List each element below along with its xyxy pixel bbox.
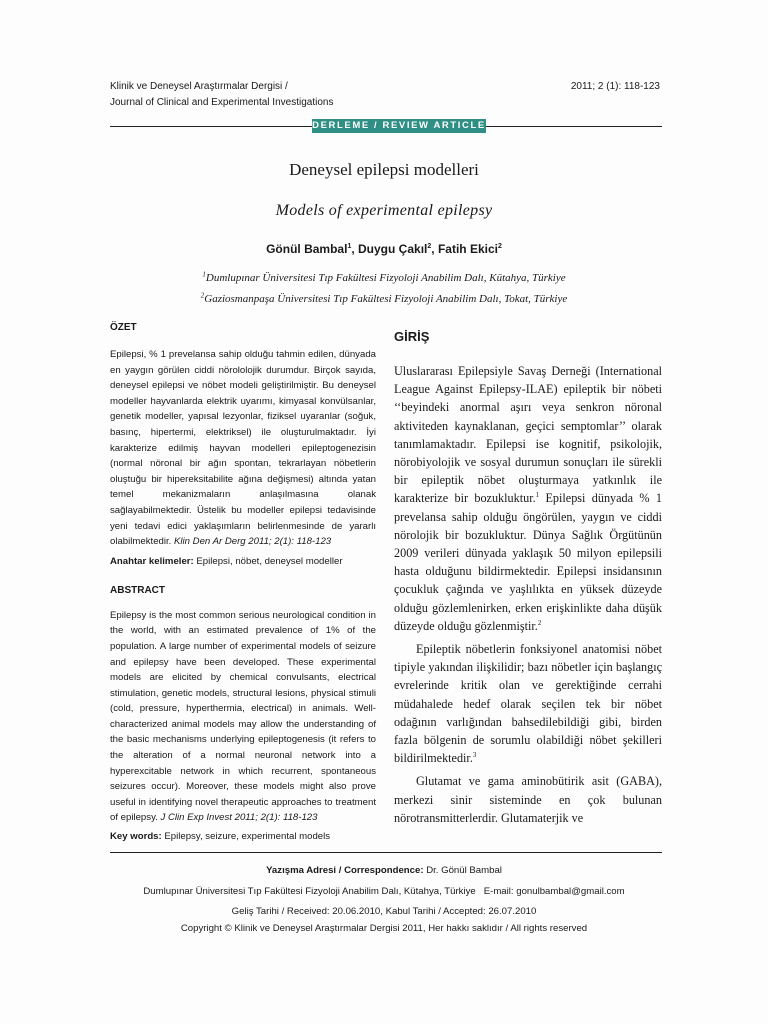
dates-line: Geliş Tarihi / Received: 20.06.2010, Kabul Tarihi / Accepted: 26.07.2010 (231, 906, 537, 917)
correspondence-line (0, 865, 768, 876)
abstract-citation: J Clin Exp Invest 2011; 2(1): 118-123 (160, 812, 318, 824)
affiliation-sup: 1 (202, 270, 206, 279)
copyright-line: Copyright © Klinik ve Deneysel Araştırmalar Dergisi 2011, Her hakkı saklıdır / All rights reserved (180, 923, 588, 934)
author-sup: 2 (427, 243, 432, 250)
reference-sup: 2 (537, 618, 542, 627)
journal-title-tr: Klinik ve Deneysel Araştırmalar Dergisi / (110, 81, 288, 92)
address-text: Dumlupınar Üniversitesi Tıp Fakültesi Fizyoloji Anabilim Dalı, Kütahya, Türkiye (143, 886, 476, 897)
email-text: E-mail: gonulbambal@gmail.com (483, 886, 625, 897)
affiliation-2 (0, 293, 768, 305)
ozet-body (110, 347, 376, 550)
giris-paragraph-2 (394, 640, 662, 767)
abstract-column (110, 322, 376, 844)
volume-info: 2011; 2 (1): 118-123 (570, 81, 660, 92)
header-rule-left (110, 126, 312, 127)
paragraph-text: Epilepsi dünyada % 1 prevelansa sahip olduğu öngörülen, yaygın ve ciddi nörolojik bir bozukluktur. Dünya Sağlık Örgütünün 2009 verileri dünyada yaklaşık 50 milyon epilepsili hasta olduğunu bildirmektedir. Epilepsi insidansının çocukluk çağında ve yaşlılıkta en yüksek düzeyde olduğu gözlemlenirken, erken erişkinlikte daha düşük düzeyde olduğu gözlenmiştir. (394, 491, 662, 633)
abstract-keywords (110, 829, 376, 844)
article-title-en: Models of experimental epilepsy (275, 202, 493, 219)
ozet-keywords (110, 554, 376, 569)
article-title-tr: Deneysel epilepsi modelleri (289, 160, 479, 179)
ozet-text: Epilepsi, % 1 prevelansa sahip olduğu tahmin edilen, dünyada en yaygın görülen ciddi nörololojik durumdur. Birçok sayıda, deneysel epilepsi ve nöbet modeli geliştirilmiştir. Bu deneysel modeller hayvanlarda elektrik uyarımı, kimyasal konvülsanlar, genetik modeller, yapısal lezyonlar, fiziksel uyaranlar (soğuk, basınç, hipertermi, elektriksel) ile oluşturulmaktadır. İyi karakterize edilmiş hayvan modelleri epileptogenezisin (normal nöronal bir ağın spontan, tekrarlayan nöbetlerin oluştuğu bir hipereksitabilite ağına değişmesi) altında yatan temel mekanizmaların anlaşılmasına olanak sağlayabilmektedir. Üstelik bu modeller epilepsi tedavisinde yeni tedavi edici yaklaşımların belirlenmesinde de yararlı olabilmektedir. (110, 349, 376, 548)
author-sup: 1 (347, 243, 352, 250)
author-name: Gönül Bambal (266, 242, 348, 256)
affiliation-sup: 2 (200, 291, 205, 300)
reference-sup: 1 (535, 491, 540, 500)
affiliation-text: Gaziosmanpaşa Üniversitesi Tıp Fakültesi Fizyoloji Anabilim Dalı, Tokat, Türkiye (204, 293, 568, 305)
ozet-keywords-text: Epilepsi, nöbet, deneysel modeller (196, 555, 343, 567)
reference-sup: 3 (472, 751, 477, 760)
giris-heading: GİRİŞ (394, 329, 430, 344)
paragraph-text: Epileptik nöbetlerin fonksiyonel anatomisi nöbet tipiyle yakından ilişkilidir; bazı nöbetler için başlangıç evrelerinde kritik olan ve gerektiğinde cerrahi müdahalede hedef olarak seçilen tek bir nöbet odağının varlığından bahsedilebildiği gibi, birden fazla bölgenin de sorumlu olabildiği nöbet şekilleri bildirilmektedir. (394, 642, 662, 766)
header-rule-right (486, 126, 662, 127)
ozet-keywords-label: Anahtar kelimeler: (110, 555, 194, 567)
affiliation-1 (0, 272, 768, 284)
author-sup: 2 (497, 243, 502, 250)
correspondence-name: Dr. Gönül Bambal (426, 865, 502, 876)
author-name: Fatih Ekici (437, 242, 498, 256)
author-name: Duygu Çakıl (358, 242, 428, 256)
author-list: Gönül Bambal$^1$, Duygu Çakıl$^2$, Fatih Ekici$^2$ (266, 242, 502, 256)
abstract-keywords-label: Key words: (110, 831, 162, 843)
abstract-keywords-text: Epilepsy, seizure, experimental models (164, 831, 331, 843)
article-type-banner: DERLEME / REVIEW ARTICLE (312, 120, 486, 131)
correspondence-label: Yazışma Adresi / Correspondence: (266, 865, 424, 876)
footer-rule (110, 852, 662, 853)
giris-paragraph-3: Glutamat ve gama aminobütirik asit (GABA), merkezi sinir sisteminde en çok bulunan nörotransmitterlerdir. Glutamaterjik ve (394, 774, 662, 825)
affiliation-text: Dumlupınar Üniversitesi Tıp Fakültesi Fizyoloji Anabilim Dalı, Kütahya, Türkiye (205, 272, 566, 284)
ozet-heading: ÖZET (110, 322, 137, 333)
ozet-citation: Klin Den Ar Derg 2011; 2(1): 118-123 (174, 536, 332, 548)
abstract-body (110, 608, 376, 826)
abstract-heading: ABSTRACT (110, 584, 165, 596)
journal-title-en: Journal of Clinical and Experimental Investigations (110, 97, 334, 108)
address-line (0, 886, 768, 897)
paragraph-text: Uluslararası Epilepsiyle Savaş Derneği (International League Against Epilepsy-ILAE) epileptik bir nöbeti ‘‘beyindeki anormal aşırı veya senkron nöronal aktiviteden kaynaklanan, geçici semptomlar’’ olarak tanımlamaktadır. Epilepsi ise kognitif, psikolojik, nörobiyolojik ve sosyal durumun sonuçları ile sürekli bir epileptik nöbet oluşturmaya yatkınlık ile karakterize bir bozukluktur. (394, 364, 662, 506)
giris-paragraph-1 (394, 362, 662, 635)
abstract-text: Epilepsy is the most common serious neurological condition in the world, with an estimated prevalence of 1% of the population. A large number of experimental models of seizure and epilepsy have been developed. These experimental models are elicited by chemical convulsants, electrical stimulation, genetic models, structural lesions, physical stimuli (cold, pressure, hyperthermia, electrical) in animals. Well-characterized animal models may allow the understanding of the basic mechanisms underlying epileptogenesis (it refers to the alteration of a normal neuronal network into a hyperexcitable network in which recurrent, spontaneous seizures occur). Moreover, these models might also prove useful in identifying novel therapeutic approaches to treatment of epilepsy. (110, 609, 376, 824)
body-column (394, 322, 662, 827)
